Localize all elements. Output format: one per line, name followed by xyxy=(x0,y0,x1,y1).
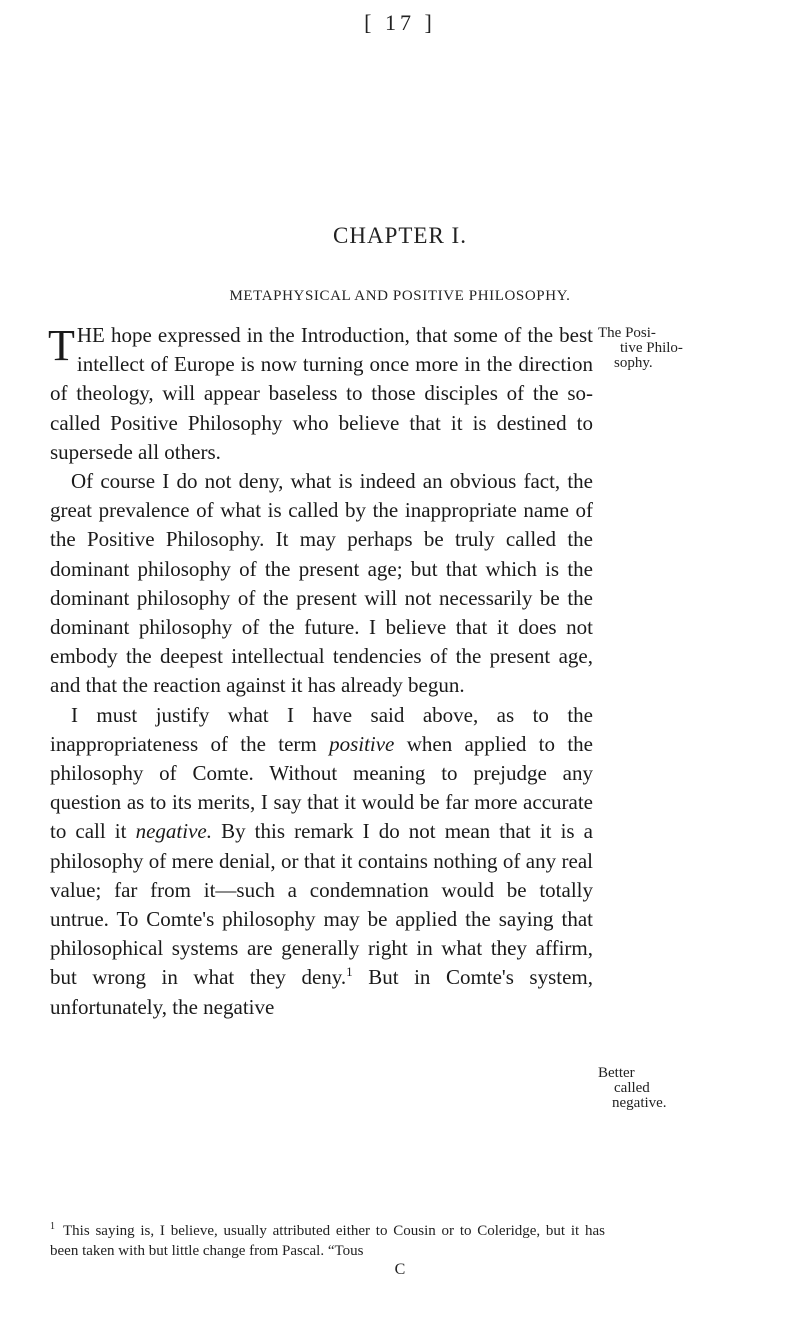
paragraph-3-text-c: By this remark I do not mean that it is a philosophy of mere denial, or that it contains nothing of any real value; far from it—such a condemnation would be totally untrue. To Comte's philosophy may be applied the saying that philosophical systems are generally right in what they affirm, but wrong in what they deny. xyxy=(50,819,594,990)
emphasis-negative: negative. xyxy=(135,819,212,844)
signature-mark: C xyxy=(394,1261,406,1278)
body-text xyxy=(50,321,593,1022)
margin-note-line: The Posi- xyxy=(598,325,656,341)
paragraph-1-text: HE hope expressed in the Introduction, that some of the best intellect of Europe is now turning once more in the direction of theology, will appear baseless to those disciples of the so-called Positive Philosophy who believe that it is destined to supersede all others. xyxy=(50,323,593,464)
footnote xyxy=(50,1217,605,1261)
margin-note-line: called xyxy=(614,1080,650,1096)
footnote-text: This saying is, I believe, usually attributed either to Cousin or to Coleridge, but it has been taken with but little change from Pascal. “Tous xyxy=(50,1223,605,1259)
page-number: [ 17 ] xyxy=(364,10,436,35)
footnote-reference[interactable]: 1 xyxy=(346,964,353,980)
margin-note-positive-philosophy xyxy=(598,326,718,371)
paragraph-3-text-b: when applied to the philosophy of Comte. Without meaning to prejudge any question as to its merits, I say that it would be far more accurate to call it xyxy=(50,731,593,844)
drop-cap: T xyxy=(48,321,75,370)
chapter-heading: CHAPTER I. xyxy=(333,223,467,248)
section-heading: METAPHYSICAL AND POSITIVE PHILOSOPHY. xyxy=(229,288,571,304)
paragraph-1 xyxy=(50,321,593,467)
paragraph-2 xyxy=(50,467,593,701)
paragraph-3 xyxy=(50,701,593,1022)
paragraph-3-text-d: But in Comte's system, unfortunately, the negative xyxy=(50,965,594,1019)
margin-note-better-called-negative xyxy=(598,1066,718,1111)
paragraph-3-text-a: I must justify what I have said above, as to the inappropriateness of the term xyxy=(50,702,593,756)
margin-note-line: tive Philo- xyxy=(620,340,683,356)
margin-note-line: sophy. xyxy=(614,355,653,371)
emphasis-positive: positive xyxy=(329,731,395,756)
footnote-marker: 1 xyxy=(50,1221,55,1232)
paragraph-2-text: Of course I do not deny, what is indeed an obvious fact, the great prevalence of what is called by the inappropriate name of the Positive Philosophy. It may perhaps be truly called the dominant philosophy of the present age; but that which is the dominant philosophy of the present will not necessarily be the dominant philosophy of the future. I believe that it does not embody the deepest intellectual tendencies of the present age, and that the reaction against it has already begun. xyxy=(50,469,593,698)
margin-note-line: negative. xyxy=(612,1095,667,1111)
margin-note-line: Better xyxy=(598,1065,635,1081)
